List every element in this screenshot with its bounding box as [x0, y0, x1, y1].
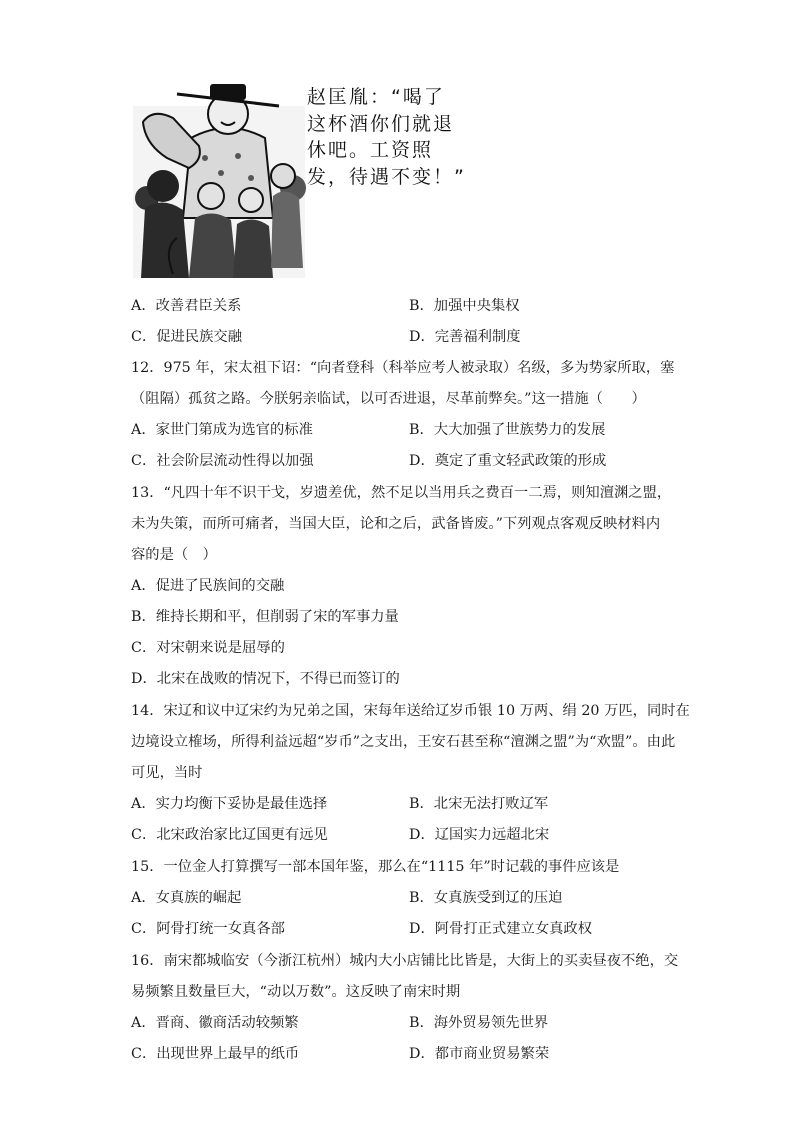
q14-option-b[interactable]: B．北宋无法打败辽军 [409, 796, 549, 812]
question-line: 可见，当时 [131, 765, 203, 781]
q13-stem [131, 478, 672, 571]
q15-option-c[interactable]: C．阿骨打统一女真各部 [131, 921, 285, 937]
question-line: 12．975 年，宋太祖下诏：“向者登科（科举应考人被录取）名级，多为势家所取，塞 [131, 360, 675, 376]
q15-stem [131, 852, 661, 883]
q14-option-a[interactable]: A．实力均衡下妥协是最佳选择 [131, 796, 328, 812]
q15-option-d[interactable]: D．阿骨打正式建立女真政权 [409, 921, 593, 937]
q16-option-c[interactable]: C．出现世界上最早的纸币 [131, 1046, 300, 1062]
question-line: 13．“凡四十年不识干戈，岁遗差优，然不足以当用兵之费百一二焉，则知澶渊之盟， [131, 485, 672, 501]
cartoon-illustration [133, 78, 471, 278]
q12-option-c[interactable]: C．社会阶层流动性得以加强 [131, 453, 314, 469]
q16-stem [131, 946, 679, 1008]
caption-line: 这杯酒你们就退 [307, 112, 455, 135]
question-line: 15．一位金人打算撰写一部本国年鉴，那么在“1115 年”时记载的事件应该是 [131, 859, 620, 875]
q12-stem [131, 353, 675, 415]
q14-option-d[interactable]: D．辽国实力远超北宋 [409, 827, 550, 843]
q16-option-d[interactable]: D．都市商业贸易繁荣 [409, 1046, 550, 1062]
q11-option-a[interactable]: A．改善君臣关系 [131, 298, 242, 314]
question-line: （阻隔）孤贫之路。今朕躬亲临试，以可否进退，尽革前弊矣。”这一措施（ ） [131, 391, 646, 407]
q13-option-d[interactable]: D．北宋在战败的情况下，不得已而签订的 [131, 671, 400, 687]
q16-option-b[interactable]: B．海外贸易领先世界 [409, 1015, 549, 1031]
q14-option-c[interactable]: C．北宋政治家比辽国更有远见 [131, 827, 328, 843]
caption-line: 休吧。工资照 [307, 139, 434, 161]
question-line: 容的是（ ） [131, 547, 217, 563]
question-line: 14．宋辽和议中辽宋约为兄弟之国，宋每年送给辽岁币银 10 万两、绢 20 万匹，同时在 [131, 703, 690, 719]
q14-stem [131, 696, 690, 789]
q12-option-d[interactable]: D．奠定了重文轻武政策的形成 [409, 453, 607, 469]
question-line: 16．南宋都城临安（今浙江杭州）城内大小店铺比比皆是，大街上的买卖昼夜不绝，交 [131, 953, 679, 969]
q13-option-b[interactable]: B．维持长期和平，但削弱了宋的军事力量 [131, 609, 399, 625]
q15-option-b[interactable]: B．女真族受到辽的压迫 [409, 890, 563, 906]
cartoon-drawing [133, 78, 308, 278]
caption-line: 赵匡胤：“喝了 [307, 86, 445, 108]
cartoon-caption [307, 84, 477, 190]
q16-option-a[interactable]: A．晋商、徽商活动较频繁 [131, 1015, 299, 1031]
question-line: 未为失策，而所可痛者，当国大臣，论和之后，武备皆废。”下列观点客观反映材料内 [131, 516, 661, 532]
q11-option-d[interactable]: D．完善福利制度 [409, 329, 521, 345]
q11-option-b[interactable]: B．加强中央集权 [409, 298, 520, 314]
q12-option-a[interactable]: A．家世门第成为选官的标准 [131, 422, 313, 438]
q12-option-b[interactable]: B．大大加强了世族势力的发展 [409, 422, 606, 438]
question-line: 易频繁且数量巨大，“动以万数”。这反映了南宋时期 [131, 984, 461, 1000]
q13-option-c[interactable]: C．对宋朝来说是屈辱的 [131, 640, 285, 656]
q13-option-a[interactable]: A．促进了民族间的交融 [131, 578, 285, 594]
q11-option-c[interactable]: C．促进民族交融 [131, 329, 243, 345]
question-line: 边境设立榷场，所得利益远超“岁币”之支出，王安石甚至称“澶渊之盟”为“欢盟”。由此 [131, 734, 676, 750]
caption-line: 发，待遇不变！” [307, 165, 466, 188]
q15-option-a[interactable]: A．女真族的崛起 [131, 890, 242, 906]
